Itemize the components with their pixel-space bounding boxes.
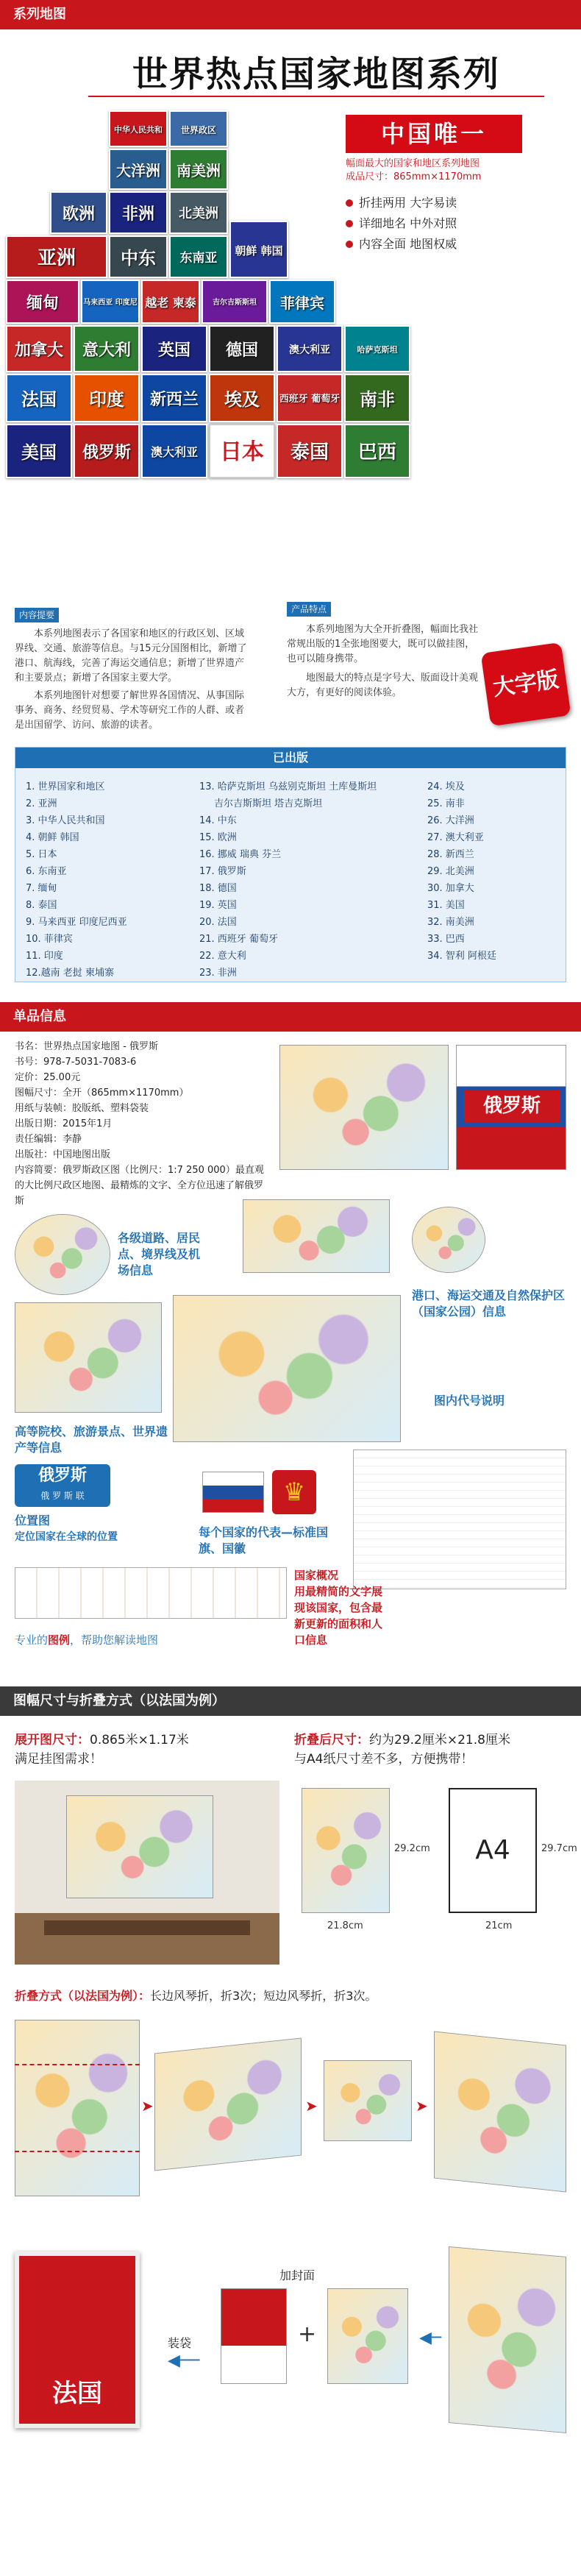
list-item[interactable]: 8. 泰国: [26, 900, 57, 911]
legend-strip: [15, 1567, 287, 1619]
section-label: 单品信息: [13, 1009, 66, 1024]
arrow-icon: ➤: [416, 2097, 428, 2115]
list-item[interactable]: 29. 北美洲: [427, 866, 474, 877]
cover-tile: 印度: [74, 374, 140, 422]
spec-line: 出版社：中国地图出版: [15, 1149, 111, 1160]
list-item[interactable]: 25. 南非: [427, 798, 465, 809]
callout-location-sub: 定位国家在全球的位置: [15, 1531, 118, 1543]
cover-tile: 西班牙 葡萄牙: [277, 374, 343, 422]
list-item[interactable]: 12.越南 老挝 柬埔寨: [26, 968, 114, 979]
cover-tile: 南非: [344, 374, 410, 422]
cover-tile: 英国: [141, 325, 207, 372]
list-item[interactable]: 18. 德国: [199, 883, 237, 894]
dim-height-folded: 29.2cm: [394, 1843, 430, 1854]
cover-tile: 亚洲: [6, 235, 107, 278]
list-item[interactable]: 27. 澳大利亚: [427, 832, 484, 843]
intro-text: 本系列地图表示了各国家和地区的行政区划、区域界线、交通、旅游等信息。与15元分国图相比，新增了港口、航海线，完善了海运交通信息；新增了世界遗产和主要景点；新增了各国家主要大学。: [15, 628, 247, 684]
folded-map: [302, 1788, 390, 1913]
fold-step-3: [324, 2060, 412, 2141]
list-item[interactable]: 3. 中华人民共和国: [26, 815, 105, 826]
a4-paper: [449, 1788, 537, 1913]
fold-step-2: [154, 2037, 302, 2171]
product-spec: [15, 1039, 265, 1209]
spec-line: 用纸与装帧：胶版纸、塑料袋装: [15, 1103, 149, 1114]
cover-tile: 美国: [6, 424, 72, 478]
list-item[interactable]: 33. 巴西: [427, 934, 465, 945]
cover-tile: 俄罗斯: [74, 424, 140, 478]
list-item[interactable]: 26. 大洋洲: [427, 815, 474, 826]
package-france-label: 法国: [52, 2379, 102, 2408]
feature-bullet: 折挂两用 大字易读: [346, 193, 457, 213]
cover-tile: 巴西: [344, 424, 410, 478]
cover-tile: 非洲: [109, 191, 168, 234]
russia-flag-icon: [202, 1472, 264, 1513]
fold-method: 折叠方式（以法国为例）：长边风琴折，折3次；短边风琴折，折3次。: [15, 1989, 377, 2003]
callout-legend: 专业的图例，帮助您解读地图: [15, 1633, 159, 1647]
cover-tile: 加拿大: [6, 325, 72, 372]
list-item[interactable]: 30. 加拿大: [427, 883, 474, 894]
cover-tile: 朝鲜 韩国: [229, 221, 288, 278]
big-font-badge: 大字版: [481, 642, 571, 726]
russia-emblem-icon: ♛: [272, 1470, 316, 1514]
list-item[interactable]: 32. 南美洲: [427, 917, 474, 928]
published-list: [15, 747, 566, 982]
cover-tile: 法国: [6, 374, 72, 422]
detail-zoom: [243, 1199, 390, 1273]
arrow-left-icon: ◀─: [419, 2329, 442, 2347]
bullet-dot-icon: [346, 220, 353, 227]
spec-line: 书名：世界热点国家地图 - 俄罗斯: [15, 1041, 158, 1052]
cover-tile: 泰国: [277, 424, 343, 478]
feature-bullet: 内容全面 地图权威: [346, 234, 457, 255]
a4-label: A4: [475, 1835, 510, 1865]
callout-profile-title: 国家概况: [294, 1569, 339, 1582]
cover-tile: 越老 柬泰: [141, 280, 200, 324]
cover-russia-label: 俄罗斯: [464, 1090, 560, 1122]
intro-text: 本系列地图针对想要了解世界各国情况、从事国际事务、商务、经贸贸易、学术等研究工作的人群、或者是出国留学、访问、旅游的读者。: [15, 690, 245, 731]
cover-tile: 哈萨克斯坦: [344, 325, 410, 372]
cover-tile: 欧洲: [50, 191, 107, 234]
list-item[interactable]: 11. 印度: [26, 951, 63, 962]
cover-tile: 菲律宾: [269, 280, 335, 324]
list-item[interactable]: 20. 法国: [199, 917, 237, 928]
dim-width-folded: 21.8cm: [327, 1920, 363, 1931]
feature-bullet: 详细地名 中外对照: [346, 213, 457, 234]
detail-zoom: [412, 1207, 485, 1273]
fold-step-4: [434, 2032, 566, 2193]
map-thumbnail: [279, 1045, 449, 1170]
list-item[interactable]: 9. 马来西亚 印度尼西亚: [26, 917, 127, 928]
published-col-2: [199, 778, 420, 982]
callout-location: [15, 1513, 177, 1545]
cover-tile: 澳大利亚: [277, 325, 343, 372]
list-item[interactable]: 7. 缅甸: [26, 883, 57, 894]
product-cover: [456, 1045, 566, 1170]
section-label: 图幅尺寸与折叠方式（以法国为例）: [13, 1693, 225, 1709]
spec-line: 内容简要：俄罗斯政区图（比例尺：1:7 250 000）最直观的大比例尺政区地图、最精炼的文字、全方位迅速了解俄罗斯: [15, 1165, 264, 1207]
published-col-1: [26, 778, 195, 982]
bullet-dot-icon: [346, 199, 353, 207]
cover-tile: 吉尔吉斯斯坦: [202, 280, 268, 324]
cover-sheet: [221, 2288, 287, 2384]
cover-tile: 大洋洲: [109, 149, 168, 190]
list-item[interactable]: 19. 英国: [199, 900, 237, 911]
cover-label: 加封面: [279, 2268, 316, 2282]
fold-step-5: [449, 2246, 566, 2433]
location-title: [15, 1464, 110, 1507]
page-title: 世界热点国家地图系列: [132, 54, 500, 95]
arrow-left-icon: ◀──: [168, 2352, 200, 2370]
callout-codes: 图内代号说明: [434, 1394, 505, 1408]
list-item[interactable]: 4. 朝鲜 韩国: [26, 832, 79, 843]
features-tag: 产品特点: [287, 602, 331, 617]
cover-tile: 缅甸: [6, 280, 79, 324]
dim-width-a4: 21cm: [485, 1920, 513, 1931]
callout-location-title: 位置图: [15, 1514, 51, 1527]
list-item[interactable]: 14. 中东: [199, 815, 237, 826]
packaged-bag: [15, 2252, 140, 2428]
country-profile-card: [353, 1450, 566, 1589]
badge-subinfo: [346, 157, 566, 184]
callout-ports: 港口、海运交通及自然保护区（国家公园）信息: [412, 1288, 566, 1319]
badge-sub-line: 成品尺寸：865mm×1170mm: [346, 171, 482, 182]
cover-tile: 中东: [109, 235, 168, 278]
callout-roads: 各级道路、居民点、境界线及机场信息: [118, 1231, 201, 1277]
detail-zoom: [15, 1302, 162, 1413]
published-heading: 已出版: [15, 748, 566, 768]
cover-tile: 中华人民共和: [109, 110, 168, 147]
wall-map-photo: [15, 1781, 279, 1965]
spec-line: 书号：978-7-5031-7083-6: [15, 1057, 137, 1068]
unique-badge: 中国唯一: [346, 115, 522, 153]
title-divider: [88, 96, 544, 97]
list-item[interactable]: 15. 欧洲: [199, 832, 237, 843]
arrow-icon: ➤: [305, 2097, 318, 2115]
arrow-icon: ➤: [141, 2097, 154, 2115]
cover-tile: 日本: [209, 424, 275, 478]
list-item[interactable]: 17. 俄罗斯: [199, 866, 246, 877]
section-label: 系列地图: [13, 7, 66, 22]
list-item[interactable]: 28. 新西兰: [427, 849, 474, 860]
list-item[interactable]: 13. 哈萨克斯坦 乌兹别克斯坦 土库曼斯坦: [199, 781, 377, 792]
list-item[interactable]: 16. 挪威 瑞典 芬兰: [199, 849, 282, 860]
cover-tile: 世界政区: [169, 110, 228, 147]
bullet-dot-icon: [346, 241, 353, 248]
badge-sub-line: 幅面最大的国家和地区系列地图: [346, 158, 480, 169]
fold-size: 折叠后尺寸：约为29.2厘米×21.8厘米 与A4纸尺寸差不多，方便携带！: [294, 1733, 510, 1767]
bag-label: 装袋: [168, 2336, 192, 2350]
list-item[interactable]: 31. 美国: [427, 900, 465, 911]
detail-zoom: [15, 1214, 110, 1295]
list-item[interactable]: 1. 世界国家和地区: [26, 781, 105, 792]
list-item[interactable]: 5. 日本: [26, 849, 57, 860]
location-title-main: 俄罗斯: [38, 1466, 87, 1485]
list-item[interactable]: 21. 西班牙 葡萄牙: [199, 934, 278, 945]
cover-tile: 南美洲: [169, 149, 228, 190]
list-item[interactable]: 22. 意大利: [199, 951, 246, 962]
cover-tile: 澳大利亚: [141, 424, 207, 478]
cover-tile: 东南亚: [169, 235, 228, 278]
folded-result: [327, 2288, 408, 2384]
cover-tile: 北美洲: [169, 191, 228, 234]
fold-lines-h: [15, 2064, 140, 2152]
spec-line: 出版日期：2015年1月: [15, 1118, 113, 1129]
spec-line: 图幅尺寸：全开（865mm×1170mm）: [15, 1087, 189, 1099]
location-title-sub: 俄 罗 斯 联: [40, 1491, 85, 1501]
section-bar-size: [0, 1686, 581, 1716]
cover-tile: 德国: [209, 325, 275, 372]
features-text: 本系列地图为大全开折叠图，幅面比我社常规出版的1全张地图要大，既可以做挂图，也可以随身携带。: [287, 624, 479, 664]
plus-icon: +: [298, 2321, 317, 2347]
spec-line: 定价：25.00元: [15, 1072, 81, 1083]
list-item[interactable]: 吉尔吉斯斯坦 塔吉克斯坦: [214, 798, 323, 809]
feature-bullets: [346, 193, 457, 255]
intro-tag: 内容提要: [15, 608, 59, 622]
cover-tile: 埃及: [209, 374, 275, 422]
cover-tile: 新西兰: [141, 374, 207, 422]
spec-line: 责任编辑：李静: [15, 1134, 82, 1145]
section-bar-product: [0, 1002, 581, 1032]
list-item[interactable]: 10. 菲律宾: [26, 934, 73, 945]
main-map: [173, 1295, 401, 1442]
dim-height-a4: 29.7cm: [541, 1843, 577, 1854]
published-col-3: [427, 778, 560, 965]
list-item[interactable]: 23. 非洲: [199, 968, 237, 979]
open-size: 展开图尺寸：0.865米×1.17米 满足挂图需求！: [15, 1733, 189, 1767]
list-item[interactable]: 24. 埃及: [427, 781, 465, 792]
callout-universities: 高等院校、旅游景点、世界遗产等信息: [15, 1424, 168, 1455]
section-bar-series: [0, 0, 581, 29]
list-item[interactable]: 34. 智利 阿根廷: [427, 951, 496, 962]
callout-profile-sub: 用最精简的文字展现该国家，包含最新更新的面积和人口信息: [294, 1585, 383, 1647]
callout-flag: 每个国家的代表—标准国旗、国徽: [199, 1525, 329, 1555]
list-item[interactable]: 2. 亚洲: [26, 798, 57, 809]
features-text: 地图最大的特点是字号大、版面设计美观大方，有更好的阅读体验。: [287, 673, 479, 698]
cover-tile: 马来西亚 印度尼: [81, 280, 140, 324]
list-item[interactable]: 6. 东南亚: [26, 866, 67, 877]
cover-tile: 意大利: [74, 325, 140, 372]
